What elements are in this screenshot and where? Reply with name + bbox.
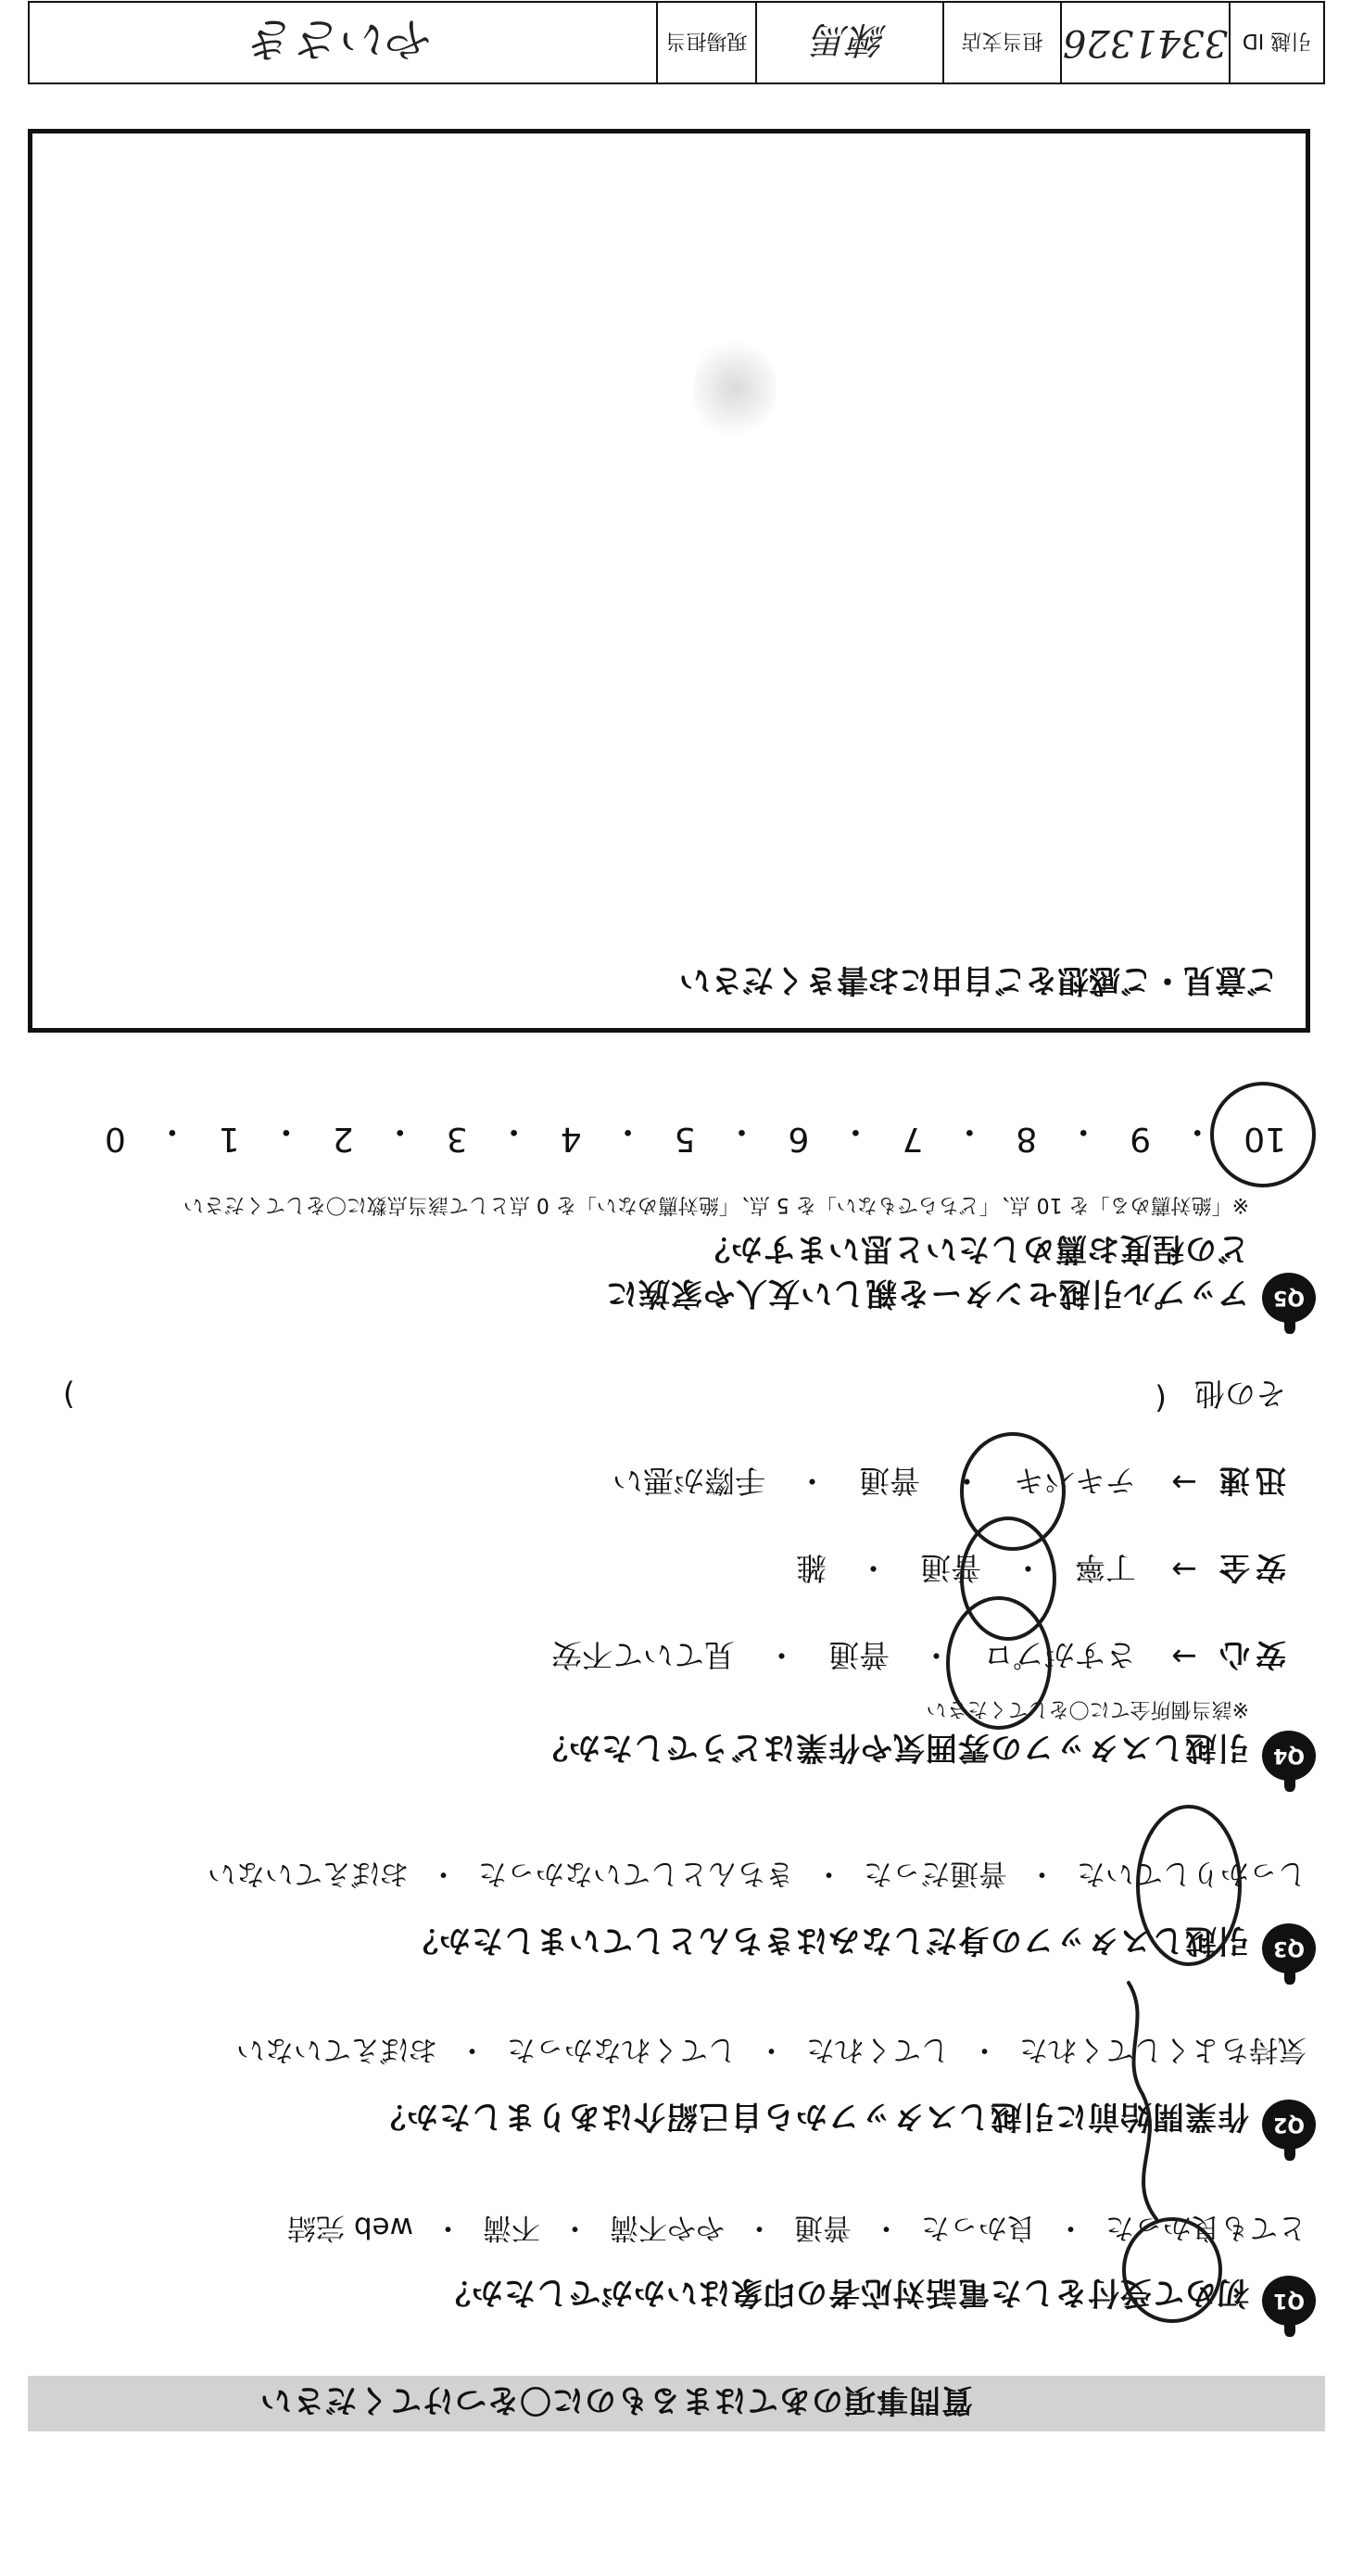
q1-option[interactable]: とても良かった — [1105, 2211, 1307, 2244]
q4-choice[interactable]: 見ていて不安 — [551, 1637, 735, 1673]
score-option[interactable]: 6 — [788, 1120, 810, 1158]
row-label: 迅速 — [1214, 1463, 1286, 1499]
q5-note: ※「絶対薦める」を 10 点、「どちらでもない」を 5 点、「絶対薦めない」を 0 点として該当点数に〇をしてください — [183, 1193, 1249, 1216]
q1-option[interactable]: やや不満 — [610, 2211, 725, 2244]
q4-choice[interactable]: 丁寧 — [1075, 1550, 1136, 1586]
q3-question: 引越しスタッフの身だしなみはきちんとしていましたか？ — [406, 1922, 1249, 1959]
q1-option[interactable]: web 完結 — [287, 2211, 413, 2244]
q4-jinsoku-circle — [962, 1434, 1064, 1549]
q4-question: 引越しスタッフの雰囲気や作業はどうでしたか？ — [536, 1729, 1249, 1766]
q4-anzen-circle — [962, 1518, 1054, 1639]
arrow-icon: → — [1171, 1465, 1197, 1501]
instruction-text: 質問事項のあてはまるものに〇をつけてください — [259, 2381, 973, 2419]
score-option[interactable]: 7 — [902, 1120, 924, 1158]
q5-badge: Q5 — [1262, 1273, 1316, 1323]
q3-option[interactable]: しっかりしていた — [1077, 1857, 1307, 1890]
q4-anshin-circle — [948, 1598, 1050, 1728]
score-option[interactable]: 0 — [104, 1120, 126, 1158]
q4-choice[interactable]: 普通 — [859, 1463, 920, 1499]
score-option[interactable]: 8 — [1016, 1120, 1038, 1158]
q4-choice[interactable]: 雑 — [796, 1550, 827, 1586]
q3-option[interactable]: きちんとしていなかった — [478, 1857, 794, 1890]
branch-label: 担当支店 — [942, 3, 1060, 82]
q2-answer-circle — [1129, 1983, 1156, 2219]
row-label: 安心 — [1214, 1637, 1286, 1673]
q5-question-line1: アップル引越センターを親しい友人や家族に — [605, 1275, 1249, 1312]
arrow-icon: → — [1171, 1639, 1197, 1675]
q4-choice[interactable]: 普通 — [828, 1637, 890, 1673]
q1-answer-circle — [1124, 2219, 1220, 2321]
q3-badge: Q3 — [1262, 1923, 1316, 1973]
branch-value[interactable]: 練馬 — [755, 3, 942, 82]
arrow-icon: → — [1171, 1552, 1197, 1588]
q4-row-jinsoku: 迅速 → テキパキ ・ 普通 ・ 手際が悪い — [592, 1461, 1286, 1504]
q2-option[interactable]: してくれた — [806, 2033, 950, 2066]
q1-option[interactable]: 良かった — [921, 2211, 1036, 2244]
id-label: 引越 ID — [1229, 3, 1323, 82]
q2-badge: Q2 — [1262, 2100, 1316, 2150]
other-label: その他 — [1194, 1376, 1286, 1412]
id-value[interactable]: 3341326 — [1060, 3, 1229, 82]
q3-answer-circle — [1138, 1807, 1240, 1964]
q1-badge: Q1 — [1262, 2276, 1316, 2326]
q1-option[interactable]: 普通 — [794, 2211, 852, 2244]
score-option[interactable]: 9 — [1130, 1120, 1152, 1158]
q2-options: 気持ちよくしてくれた ・ してくれた ・ してくれなかった ・ おぼえていない — [236, 2032, 1307, 2074]
staff-value[interactable]: やいさき — [250, 12, 436, 66]
q3-option[interactable]: 普通だった — [864, 1857, 1007, 1890]
q5-answer-circle — [1212, 1084, 1314, 1186]
q5-scale: 10 ・ 9 ・ 8 ・ 7 ・ 6 ・ 5 ・ 4 ・ 3 ・ 2 ・ 1 ・ 0 — [104, 1112, 1286, 1158]
score-option[interactable]: 4 — [560, 1120, 582, 1158]
other-open-paren: ( — [1155, 1381, 1167, 1417]
q4-choice[interactable]: テキパキ — [1014, 1463, 1136, 1499]
q1-question: 初めて受付をした電話対応者の印象はいかがでしたか？ — [438, 2274, 1249, 2311]
score-option[interactable]: 1 — [218, 1120, 240, 1158]
row-label: 安全 — [1214, 1550, 1286, 1586]
q4-badge: Q4 — [1262, 1731, 1316, 1781]
q2-option[interactable]: してくれなかった — [507, 2033, 737, 2066]
score-option[interactable]: 2 — [332, 1120, 354, 1158]
q4-row-anzen: 安全 → 丁寧 ・ 普通 ・ 雑 — [776, 1548, 1286, 1592]
q4-note: ※該当個所全てに〇をしてください — [926, 1697, 1249, 1720]
staff-label: 現場担当 — [656, 3, 755, 82]
q3-option[interactable]: おぼえていない — [208, 1857, 409, 1890]
q2-option[interactable]: おぼえていない — [236, 2033, 437, 2066]
q5-question-line2: どの程度お薦めしたいと思いますか？ — [698, 1230, 1249, 1267]
q2-option[interactable]: 気持ちよくしてくれた — [1019, 2033, 1307, 2066]
q3-options: しっかりしていた ・ 普通だった ・ きちんとしていなかった ・ おぼえていない — [208, 1856, 1307, 1897]
q1-options: とても良かった ・ 良かった ・ 普通 ・ やや不満 ・ 不満 ・ web 完結 — [287, 2210, 1307, 2252]
q4-row-anshin: 安心 → さすがプロ ・ 普通 ・ 見ていて不安 — [531, 1635, 1286, 1679]
q1-option[interactable]: 不満 — [483, 2211, 540, 2244]
comment-title: ご意見・ご感想をご自由にお書きください — [679, 961, 1278, 998]
q4-choice[interactable]: 手際が悪い — [612, 1463, 765, 1499]
q4-choice[interactable]: さすがプロ — [983, 1637, 1136, 1673]
score-option[interactable]: 5 — [674, 1120, 696, 1158]
score-option[interactable]: 3 — [446, 1120, 468, 1158]
other-close-paren: ) — [63, 1377, 75, 1414]
score-option[interactable]: 10 — [1244, 1120, 1286, 1158]
q2-question: 作業開始前に引越しスタッフから自己紹介はありましたか？ — [373, 2098, 1249, 2135]
q4-choice[interactable]: 普通 — [920, 1550, 981, 1586]
